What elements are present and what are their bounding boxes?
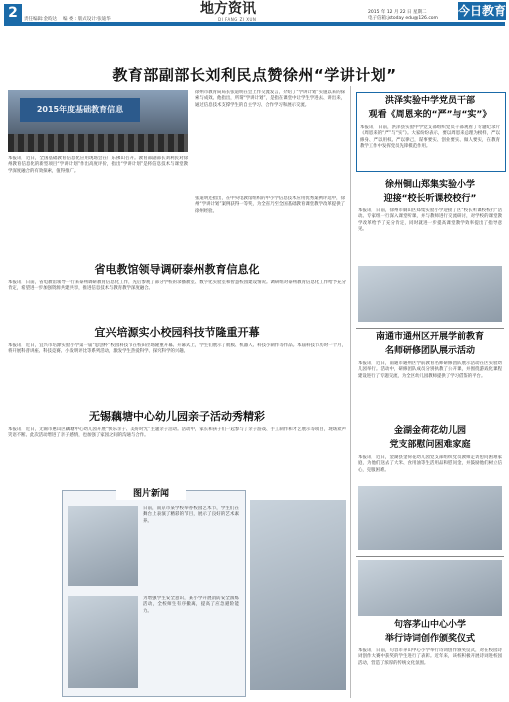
right-divider-1 [356, 328, 504, 329]
right-story-5-title-b: 举行诗词创作颁奖仪式 [384, 634, 475, 644]
news-photo-1 [68, 506, 138, 586]
lead-column-3: 张道明还指出，在中央电教馆组织的中小学信息技术应用优秀案例评选中，徐州“学讲计划”案例获得一等奖，为全省乃至全国基础教育课堂教学改革提供了徐州经验。 [195, 196, 345, 214]
photo-screen-text: 2015年度基础教育信息 [20, 98, 140, 122]
date-line: 2015 年 12 月 22 日 星期二 [368, 10, 427, 15]
story-body-yixing: 本报讯 近日，宜兴市培源实验小学第一届“思创杯”校园科技节在校田径场隆重开幕。开幕式上，学生们展示了航模、机器人、科技小制作等作品。本届科技节历时一个月，将开展科普讲座、科技竞赛、小发明评比等系列活动，激发学生热爱科学、探究科学的兴趣。 [8, 343, 346, 355]
editor-line: 责任编辑:金昀达 编 委 : 版式设计:张迪华 [24, 17, 111, 22]
right-story-3-body: 本报讯 近日，南通市通州区学前教育名师研修团队展示活动在区实验幼儿园举行。活动中，研修团队成员分别执教了公开课，并围绕游戏化课程建设进行了专题交流，为全区幼儿园教师提供了学习借鉴的平台。 [358, 361, 502, 379]
story-title-taizhou: 省电教馆领导调研泰州教育信息化 [94, 263, 260, 276]
story-title-yixing: 宜兴培源实小校园科技节隆重开幕 [94, 326, 260, 339]
right-story-2-title-a: 徐州铜山郑集实验小学 [384, 180, 475, 190]
news-photo-2 [68, 596, 138, 688]
right-story-3-title-a: 南通市通州区开展学前教育 [375, 332, 484, 342]
right-story-4-title-a: 金湖金荷花幼儿园 [393, 426, 466, 436]
story-body-taizhou: 本报讯 日前，省电教馆领导一行来泰州调研教育信息化工作，先后参观了部分学校的录播教室、数字化实验室和智慧校园建设情况。调研组对泰州教育信息化工作给予充分肯定，希望进一步加强资源共建共享，推进信息技术与教育教学深度融合。 [8, 280, 346, 292]
header-divider [4, 22, 505, 26]
column-divider [350, 86, 351, 698]
news-photo-3 [250, 500, 346, 690]
newspaper-logo: 今日教育 [458, 4, 507, 18]
page-number: 2 [4, 4, 22, 22]
photo-audience [8, 134, 188, 152]
lead-column-1: 本报讯 近日，全国基础教育信息化应用现场会在广东佛山召开。教育部副部长刘利民对徐州教育信息化的新型项目“学讲计划”作出高度评价，指出“学讲计划”是将信息技术与课堂教学深度融合的有效探索，值得推广。 [8, 156, 188, 174]
right-divider-2 [356, 556, 504, 557]
lead-photo [8, 90, 188, 152]
story-title-wuxi: 无锡藕塘中心幼儿园亲子活动秀精彩 [89, 410, 265, 423]
right-story-4-body: 本报讯 近日，金湖县金荷花幼儿园党支部组织党员教师走访慰问困难家庭，为他们送去了大米、食用油等生活用品和慰问金，并鼓励他们树立信心，克服困难。 [358, 455, 502, 473]
story-body-wuxi: 本报讯 近日，无锡市惠山区藕塘中心幼儿园开展“快乐亲子、美好时光”主题亲子活动。活动中，家长和孩子们一起参与了亲子游戏、手工制作和才艺展示等项目，现场欢声笑语不断。此次活动增进了亲子感情，也加强了家园之间的沟通与合作。 [8, 427, 346, 439]
right-story-5-body: 本报讯 日前，句容市茅山中心小学举行诗词创作颁奖仪式，对在校园诗词创作大赛中获奖的学生进行了表彰。近年来，该校积极开展诗词进校园活动，营造了浓厚的传统文化氛围。 [358, 648, 502, 666]
right-story-2-photo [358, 266, 502, 322]
right-story-1-title-a: 洪泽实验中学党员干部 [384, 96, 475, 106]
section-name: 地方资讯 [200, 1, 256, 17]
right-story-4-title-b: 党支部慰问困难家庭 [389, 440, 471, 450]
email-line: 电子信箱:jstoday edu@126.com [368, 16, 438, 21]
lead-headline: 教育部副部长刘利民点赞徐州“学讲计划” [112, 66, 397, 84]
section-pinyin: DI FANG ZI XUN [218, 17, 257, 22]
news-caption-2: 为增强学生安全意识，某小学开展消防安全演练活动，全校师生有序撤离，提高了应急避险能力。 [143, 596, 239, 614]
right-story-1-title-b: 观看《周恩来的“严”与“实”》 [368, 110, 492, 120]
news-caption-1: 日前，南京市某学校举办校园艺术节，学生们在舞台上表演了精彩的节目，展示了良好的艺术素养。 [143, 506, 239, 524]
picture-news-title: 图片新闻 [116, 488, 186, 500]
right-story-2-title-b: 迎接“校长听课校校行” [383, 194, 477, 204]
lead-column-2: 徐州市教育局局长张道明在会上作交流发言，介绍了“学讲计划”实施以来的探索与成效。他指出，所谓“学讲计划”，是指在课堂中让学生学进去、讲出来，通过信息技术支撑学生的自主学习、合作学习和展示交流。 [195, 90, 345, 108]
right-story-5-photo [358, 560, 502, 616]
right-story-5-title-a: 句容茅山中心小学 [393, 620, 466, 630]
right-story-4-photo [358, 486, 502, 550]
right-story-1-body: 本报讯 日前，洪泽县实验中学党支部组织党员干部观看了专题纪录片《周恩来的“严”与“实”》。大家纷纷表示，要以周恩来总理为榜样，严以修身、严以用权、严以律己，谋事要实、创业要实、做人要实，在教育教学工作中发挥党员先锋模范作用。 [360, 125, 500, 150]
right-story-3-title-b: 名师研修团队展示活动 [384, 346, 475, 356]
right-story-2-body: 本报讯 日前，徐州市铜山区郑集实验小学迎接了区“校长听课校校行”活动。专家组一行深入课堂听课，并与教师进行交流研讨，对学校的课堂教学改革给予了充分肯定，同时就进一步提高课堂教学效率提出了指导意见。 [358, 208, 502, 233]
